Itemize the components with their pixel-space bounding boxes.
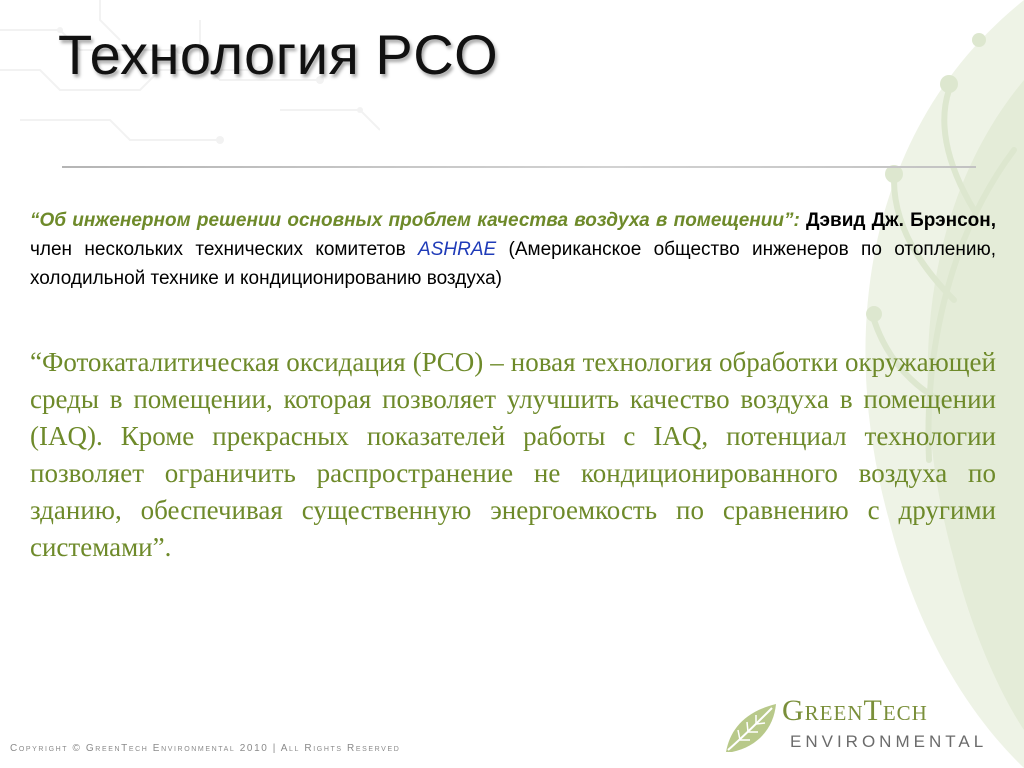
logo-brand-subtitle: ENVIRONMENTAL xyxy=(790,732,988,751)
logo-brand-name: GreenTech xyxy=(782,694,928,727)
main-quote: “Фотокаталитическая оксидация (PCO) – новая технология обработки окружающей среды в помещении, которая позволяет улучшить качество воздуха в помещении (IAQ). Кроме прекрасных показателей работы с IAQ, потенциал технологии позволяет ограничить распространение не кондиционированного воздуха по зданию, обеспечивая существенную энергоемкость по сравнению с другими системами”. xyxy=(30,347,996,562)
copyright-footer: Copyright © GreenTech Environmental 2010 | All Rights Reserved xyxy=(10,743,401,754)
author-name: Дэвид Дж. Брэнсон, xyxy=(805,210,996,231)
org-full-name: (Американское общество инженеров по отоплению, холодильной технике и кондиционированию воздуха) xyxy=(30,239,997,289)
quote-title: “Об инженерном решении основных проблем качества воздуха в помещении”: xyxy=(30,210,800,231)
author-role: член нескольких технических комитетов xyxy=(30,239,406,260)
greentech-logo xyxy=(722,696,1017,758)
title-divider xyxy=(62,166,976,168)
org-abbreviation: ASHRAE xyxy=(418,239,497,260)
leaf-logo-icon xyxy=(722,700,780,756)
lead-paragraph xyxy=(30,206,996,293)
slide-title: Технология PCO xyxy=(58,23,499,86)
